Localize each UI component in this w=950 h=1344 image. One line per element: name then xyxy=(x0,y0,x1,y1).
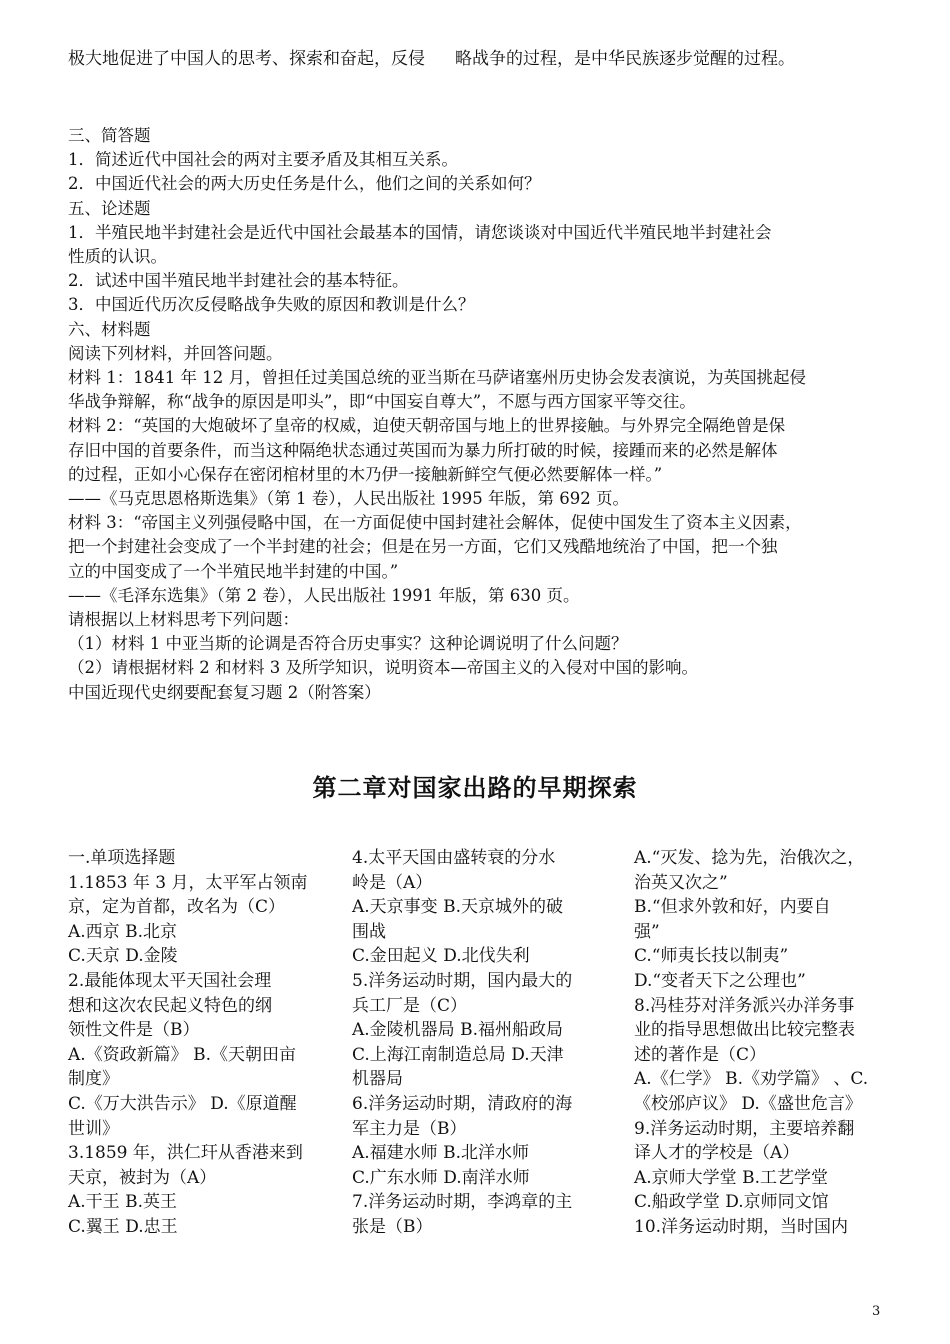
question-line: C.金田起义 D.北伐失利 xyxy=(352,946,530,967)
question-line: 想和这次农民起义特色的纲 xyxy=(68,995,272,1016)
text-line: 存旧中国的首要条件，而当这种隔绝状态通过英国而为暴力所打破的时候，接踵而来的必然是解体 xyxy=(68,440,778,460)
question-line: 京，定为首都，改名为（C） xyxy=(68,897,286,918)
text-line: 1．半殖民地半封建社会是近代中国社会最基本的国情，请您谈谈对中国近代半殖民地半封建社会 xyxy=(68,222,772,242)
question-line: 译人才的学校是（A） xyxy=(634,1143,800,1164)
text-line: （1）材料 1 中亚当斯的论调是否符合历史事实？这种论调说明了什么问题？ xyxy=(68,634,628,654)
question-line: 机器局 xyxy=(352,1069,403,1090)
text-line: 三、简答题 xyxy=(68,126,151,145)
question-line: C.《万大洪告示》 D.《原道醒 xyxy=(68,1093,297,1114)
text-line: 五、论述题 xyxy=(68,198,151,218)
question-line: 3.1859 年，洪仁玕从香港来到 xyxy=(68,1143,303,1164)
question-line: A.《资政新篇》 B.《天朝田亩 xyxy=(68,1044,296,1065)
question-line: A.福建水师 B.北洋水师 xyxy=(352,1143,529,1164)
question-line: 领性文件是（B） xyxy=(68,1020,200,1041)
text-line: 立的中国变成了一个半殖民地半封建的中国。” xyxy=(68,561,399,581)
question-line: A.金陵机器局 B.福州船政局 xyxy=(352,1020,563,1041)
text-line: 阅读下列材料，并回答问题。 xyxy=(68,343,283,363)
question-line: 制度》 xyxy=(68,1069,119,1090)
question-line: B.“但求外敦和好，内要自 xyxy=(634,897,831,918)
question-line: 兵工厂是（C） xyxy=(352,995,468,1016)
question-line: 5.洋务运动时期，国内最大的 xyxy=(352,970,573,991)
question-line: A.京师大学堂 B.工艺学堂 xyxy=(634,1167,828,1188)
text-line: 材料 3：“帝国主义列强侵略中国，在一方面促使中国封建社会解体，促使中国发生了资本主义因素， xyxy=(68,513,802,533)
question-line: 述的著作是（C） xyxy=(634,1044,767,1065)
answer-column-1 xyxy=(68,846,326,1240)
question-line: 4.太平天国由盛转衰的分水 xyxy=(352,848,556,868)
page-number: 3 xyxy=(872,1304,881,1319)
question-line: C.天京 D.金陵 xyxy=(68,946,178,967)
question-line: A.《仁学》 B.《劝学篇》 、C. xyxy=(634,1069,869,1090)
question-line: C.上海江南制造总局 D.天津 xyxy=(352,1044,564,1065)
text-line: 把一个封建社会变成了一个半封建的社会；但是在另一方面，它们又残酷地统治了中国，把一个独 xyxy=(68,537,778,557)
question-line: D.“变者天下之公理也” xyxy=(634,970,806,991)
question-line: A.“灭发、捻为先，治俄次之， xyxy=(634,848,865,868)
text-line: 3．中国近代历次反侵略战争失败的原因和教训是什么？ xyxy=(68,295,475,315)
question-line: 6.洋务运动时期，清政府的海 xyxy=(352,1093,573,1114)
chapter1-questions xyxy=(68,124,898,705)
question-line: 7.洋务运动时期，李鸿章的主 xyxy=(352,1192,573,1213)
question-line: 一.单项选择题 xyxy=(68,848,176,868)
question-line: 1.1853 年 3 月，太平军占领南 xyxy=(68,872,308,893)
question-line: 军主力是（B） xyxy=(352,1118,467,1139)
question-line: 2.最能体现太平天国社会理 xyxy=(68,970,272,991)
question-line: 岭是（A） xyxy=(352,872,433,893)
answer-column-3 xyxy=(634,846,892,1240)
intro-text-part1: 极大地促进了中国人的思考、探索和奋起，反侵 xyxy=(68,49,425,69)
question-line: A.西京 B.北京 xyxy=(68,921,177,942)
question-line: 业的指导思想做出比较完整表 xyxy=(634,1020,855,1041)
question-line: C.船政学堂 D.京师同文馆 xyxy=(634,1192,829,1213)
question-line: 9.洋务运动时期，主要培养翻 xyxy=(634,1118,855,1139)
question-line: 天京，被封为（A） xyxy=(68,1167,217,1188)
text-line: 性质的认识。 xyxy=(68,247,167,267)
text-line: 六、材料题 xyxy=(68,319,151,339)
chapter-title: 第二章对国家出路的早期探索 xyxy=(312,773,638,802)
text-line: （2）请根据材料 2 和材料 3 及所学知识，说明资本—帝国主义的入侵对中国的影响。 xyxy=(68,658,698,678)
text-line: 2．中国近代社会的两大历史任务是什么，他们之间的关系如何？ xyxy=(68,174,541,194)
text-line: 2．试述中国半殖民地半封建社会的基本特征。 xyxy=(68,271,409,291)
question-line: C.“师夷长技以制夷” xyxy=(634,946,789,967)
question-line: 《校邠庐议》 D.《盛世危言》 xyxy=(634,1093,862,1114)
text-line: 材料 1：1841 年 12 月，曾担任过美国总统的亚当斯在马萨诸塞州历史协会发表演说，为英国挑起侵 xyxy=(68,368,806,388)
text-line: 材料 2：“英国的大炮破坏了皇帝的权威，迫使天朝帝国与地上的世界接触。与外界完全隔绝曾是保 xyxy=(68,416,786,436)
question-line: 10.洋务运动时期，当时国内 xyxy=(634,1216,849,1237)
text-line: 1．简述近代中国社会的两对主要矛盾及其相互关系。 xyxy=(68,150,458,170)
text-line: 的过程，正如小心保存在密闭棺材里的木乃伊一接触新鲜空气便必然要解体一样。” xyxy=(68,464,663,484)
question-line: 治英又次之” xyxy=(634,872,728,893)
question-line: 8.冯桂芬对洋务派兴办洋务事 xyxy=(634,995,855,1016)
question-line: 世训》 xyxy=(68,1118,119,1139)
text-line: 中国近现代史纲要配套复习题 2（附答案） xyxy=(68,682,381,702)
answer-column-2 xyxy=(352,846,608,1240)
text-line: 请根据以上材料思考下列问题： xyxy=(68,610,299,630)
question-line: C.广东水师 D.南洋水师 xyxy=(352,1167,530,1188)
text-line: 华战争辩解，称“战争的原因是叩头”，即“中国妄自尊大”，不愿与西方国家平等交往。 xyxy=(68,392,696,412)
text-line: ——《马克思恩格斯选集》（第 1 卷），人民出版社 1995 年版，第 692 页。 xyxy=(68,489,629,509)
intro-text-part2: 略战争的过程，是中华民族逐步觉醒的过程。 xyxy=(455,49,795,69)
question-line: 围战 xyxy=(352,921,386,942)
question-line: C.翼王 D.忠王 xyxy=(68,1216,178,1237)
question-line: 强” xyxy=(634,921,660,942)
question-line: A.天京事变 B.天京城外的破 xyxy=(352,897,563,918)
text-line: ——《毛泽东选集》（第 2 卷），人民出版社 1991 年版，第 630 页。 xyxy=(68,585,580,605)
question-line: A.干王 B.英王 xyxy=(68,1192,177,1213)
intro-paragraph xyxy=(68,46,898,72)
question-line: 张是（B） xyxy=(352,1216,433,1237)
